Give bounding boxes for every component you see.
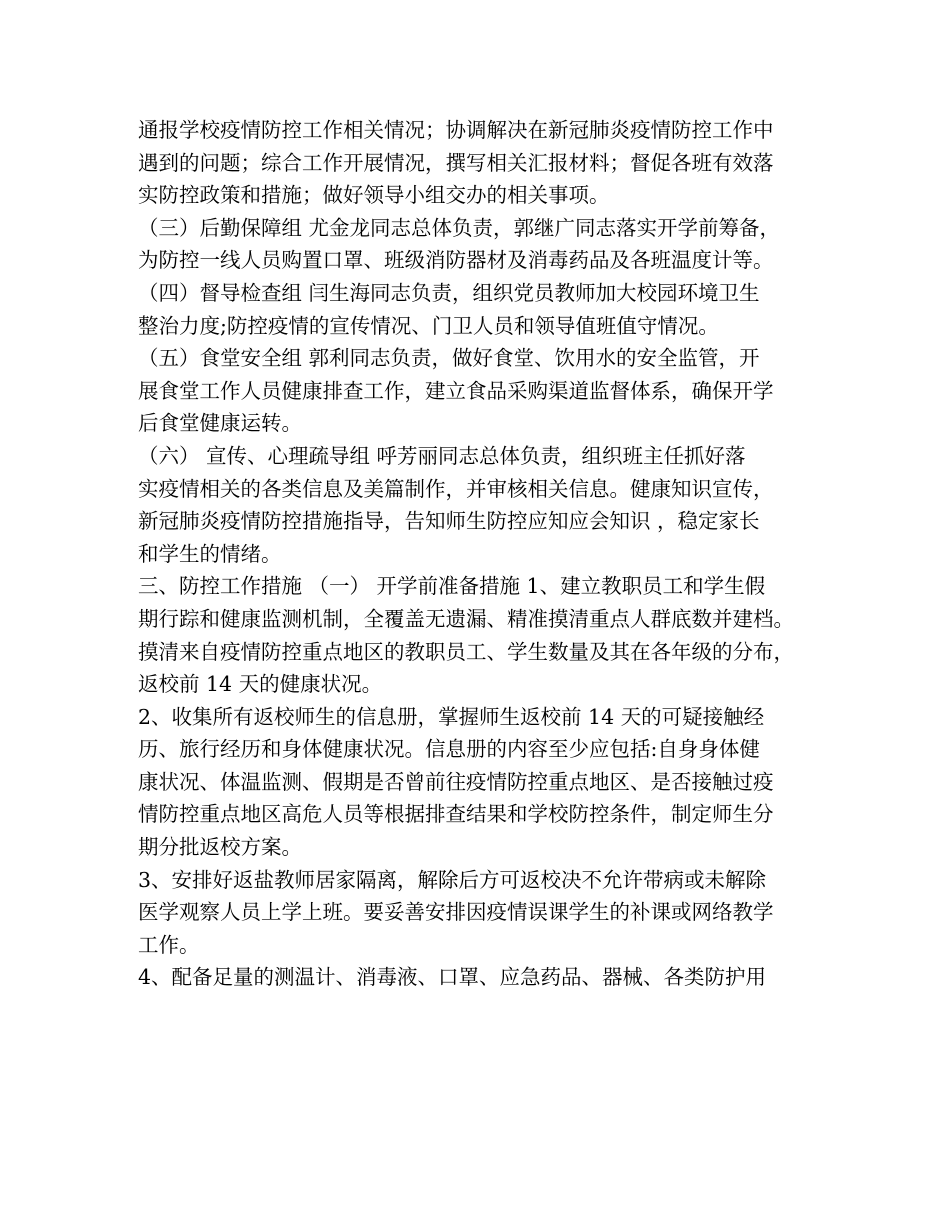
text-line: 康状况、体温监测、假期是否曾前往疫情防控重点地区、是否接触过疫 bbox=[138, 769, 774, 794]
text-line: 展食堂工作人员健康排查工作，建立食品采购渠道监督体系，确保开学 bbox=[138, 378, 774, 403]
text-line: （三）后勤保障组 尤金龙同志总体负责，郭继广同志落实开学前筹备， bbox=[138, 215, 781, 240]
text-line: 通报学校疫情防控工作相关情况；协调解决在新冠肺炎疫情防控工作中 bbox=[138, 118, 774, 142]
text-line: 工作。 bbox=[138, 932, 200, 957]
text-line: 返校前 14 天的健康状况。 bbox=[138, 672, 383, 697]
text-line: 后食堂健康运转。 bbox=[138, 411, 302, 436]
text-line: 3、安排好返盐教师居家隔离，解除后方可返校决不允许带病或未解除 bbox=[138, 867, 767, 892]
text-line: 三、防控工作措施 （一） 开学前准备措施 1、建立教职员工和学生假 bbox=[138, 574, 766, 599]
text-line: （四）督导检查组 闫生海同志负责，组织党员教师加大校园环境卫生 bbox=[138, 280, 760, 305]
text-line: 和学生的情绪。 bbox=[138, 541, 282, 566]
text-line: 实防控政策和措施；做好领导小组交办的相关事项。 bbox=[138, 183, 610, 208]
text-line: （五）食堂安全组 郭利同志负责，做好食堂、饮用水的安全监管，开 bbox=[138, 346, 760, 371]
text-line: 4、配备足量的测温计、消毒液、口罩、应急药品、器械、各类防护用 bbox=[138, 965, 767, 990]
text-line: 期分批返校方案。 bbox=[138, 835, 302, 860]
text-line: 期行踪和健康监测机制，全覆盖无遗漏、精准摸清重点人群底数并建档。 bbox=[138, 606, 794, 631]
text-line: 2、收集所有返校师生的信息册，掌握师生返校前 14 天的可疑接触经 bbox=[138, 704, 765, 729]
text-line: 遇到的问题；综合工作开展情况，撰写相关汇报材料；督促各班有效落 bbox=[138, 150, 774, 175]
document-body bbox=[138, 114, 818, 994]
text-line: 历、旅行经历和身体健康状况。信息册的内容至少应包括:自身身体健 bbox=[138, 737, 760, 762]
text-line: 实疫情相关的各类信息及美篇制作，并审核相关信息。健康知识宣传， bbox=[138, 476, 774, 501]
text-line: 新冠肺炎疫情防控措施指导，告知师生防控应知应会知识 ，稳定家长 bbox=[138, 509, 760, 534]
text-line: （六） 宣传、心理疏导组 呼芳丽同志总体负责，组织班主任抓好落 bbox=[138, 443, 746, 468]
text-line: 摸清来自疫情防控重点地区的教职员工、学生数量及其在各年级的分布， bbox=[138, 639, 794, 664]
text-line: 医学观察人员上学上班。要妥善安排因疫情误课学生的补课或网络教学 bbox=[138, 900, 774, 925]
text-line: 情防控重点地区高危人员等根据排查结果和学校防控条件，制定师生分 bbox=[138, 802, 774, 827]
text-line: 为防控一线人员购置口罩、班级消防器材及消毒药品及各班温度计等。 bbox=[138, 248, 774, 273]
text-line: 整治力度;防控疫情的宣传情况、门卫人员和领导值班值守情况。 bbox=[138, 313, 719, 338]
